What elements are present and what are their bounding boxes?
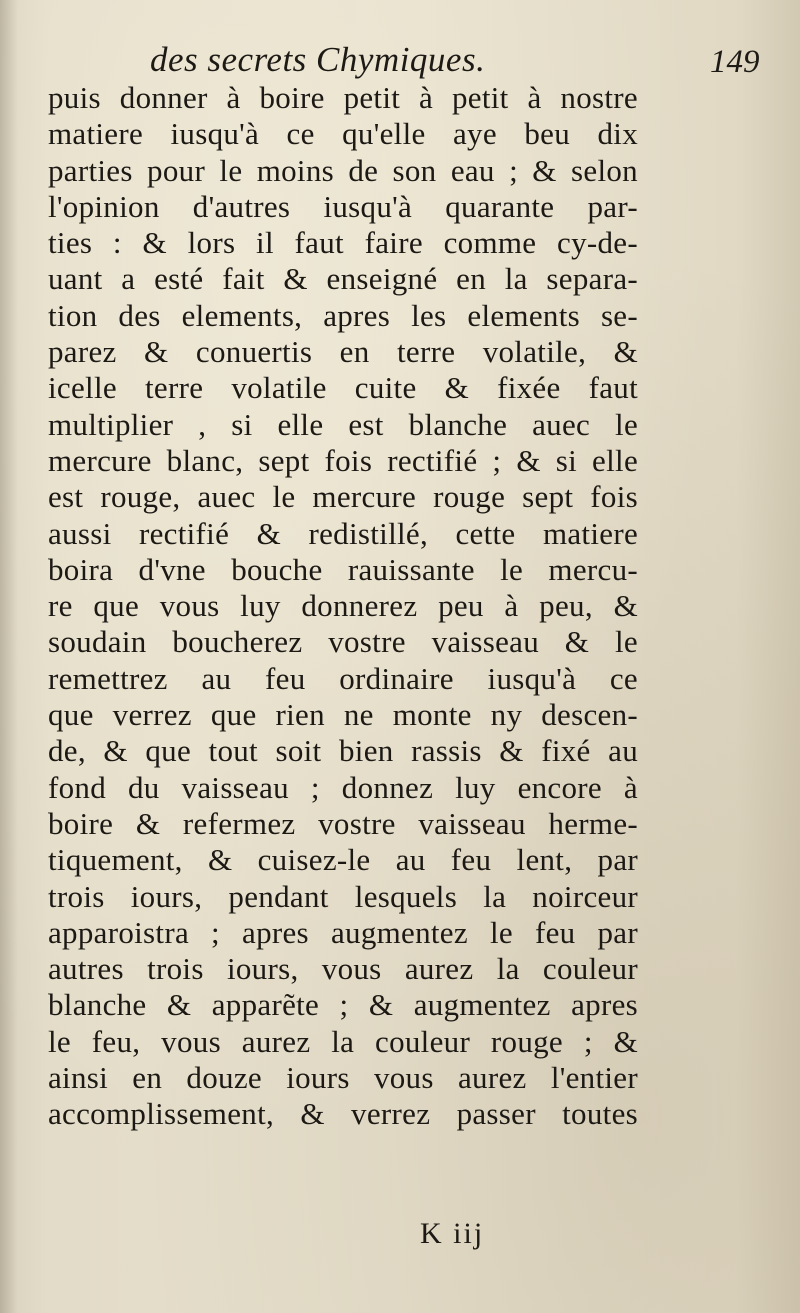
text-line: mercure blanc, sept fois rectifié ; & si elle xyxy=(48,442,638,478)
text-line: que verrez que rien ne monte ny descen- xyxy=(48,697,638,733)
text-line: autres trois iours, vous aurez la couleur xyxy=(48,951,638,987)
text-line: remettrez au feu ordinaire iusqu'à ce xyxy=(48,660,638,696)
text-line: trois iours, pendant lesquels la noirceur xyxy=(48,878,638,914)
text-line: boira d'vne bouche rauissante le mercu- xyxy=(48,551,638,587)
text-line: apparoistra ; apres augmentez le feu par xyxy=(48,914,638,950)
text-line: aussi rectifié & redistillé, cette matiere xyxy=(48,515,638,551)
gutter-shadow xyxy=(0,0,18,1313)
text-line: de, & que tout soit bien rassis & fixé au xyxy=(48,733,638,769)
text-line: fond du vaisseau ; donnez luy encore à xyxy=(48,769,638,805)
text-line: ties : & lors il faut faire comme cy-de- xyxy=(48,225,638,261)
running-title: des secrets Chymiques. xyxy=(150,40,486,79)
text-line: matiere iusqu'à ce qu'elle aye beu dix xyxy=(48,116,638,152)
text-line: boire & refermez vostre vaisseau herme- xyxy=(48,805,638,841)
text-line: multiplier , si elle est blanche auec le xyxy=(48,406,638,442)
text-line: tiquement, & cuisez-le au feu lent, par xyxy=(48,842,638,878)
text-line: re que vous luy donnerez peu à peu, & xyxy=(48,588,638,624)
text-line: ainsi en douze iours vous aurez l'entier xyxy=(48,1060,638,1096)
text-line: icelle terre volatile cuite & fixée faut xyxy=(48,370,638,406)
body-text xyxy=(48,80,638,1133)
text-line: l'opinion d'autres iusqu'à quarante par- xyxy=(48,188,638,224)
signature-mark: K iij xyxy=(420,1217,485,1250)
text-line: uant a esté fait & enseigné en la separa- xyxy=(48,261,638,297)
text-line: le feu, vous aurez la couleur rouge ; & xyxy=(48,1023,638,1059)
text-line: accomplissement, & verrez passer toutes xyxy=(48,1096,638,1132)
text-line: tion des elements, apres les elements se- xyxy=(48,297,638,333)
text-line: parez & conuertis en terre volatile, & xyxy=(48,334,638,370)
text-line: puis donner à boire petit à petit à nostre xyxy=(48,80,638,115)
text-line: soudain boucherez vostre vaisseau & le xyxy=(48,624,638,660)
text-line: parties pour le moins de son eau ; & selon xyxy=(48,152,638,188)
text-line: blanche & apparẽte ; & augmentez apres xyxy=(48,987,638,1023)
text-line: est rouge, auec le mercure rouge sept fois xyxy=(48,479,638,515)
page-number: 149 xyxy=(710,44,760,80)
